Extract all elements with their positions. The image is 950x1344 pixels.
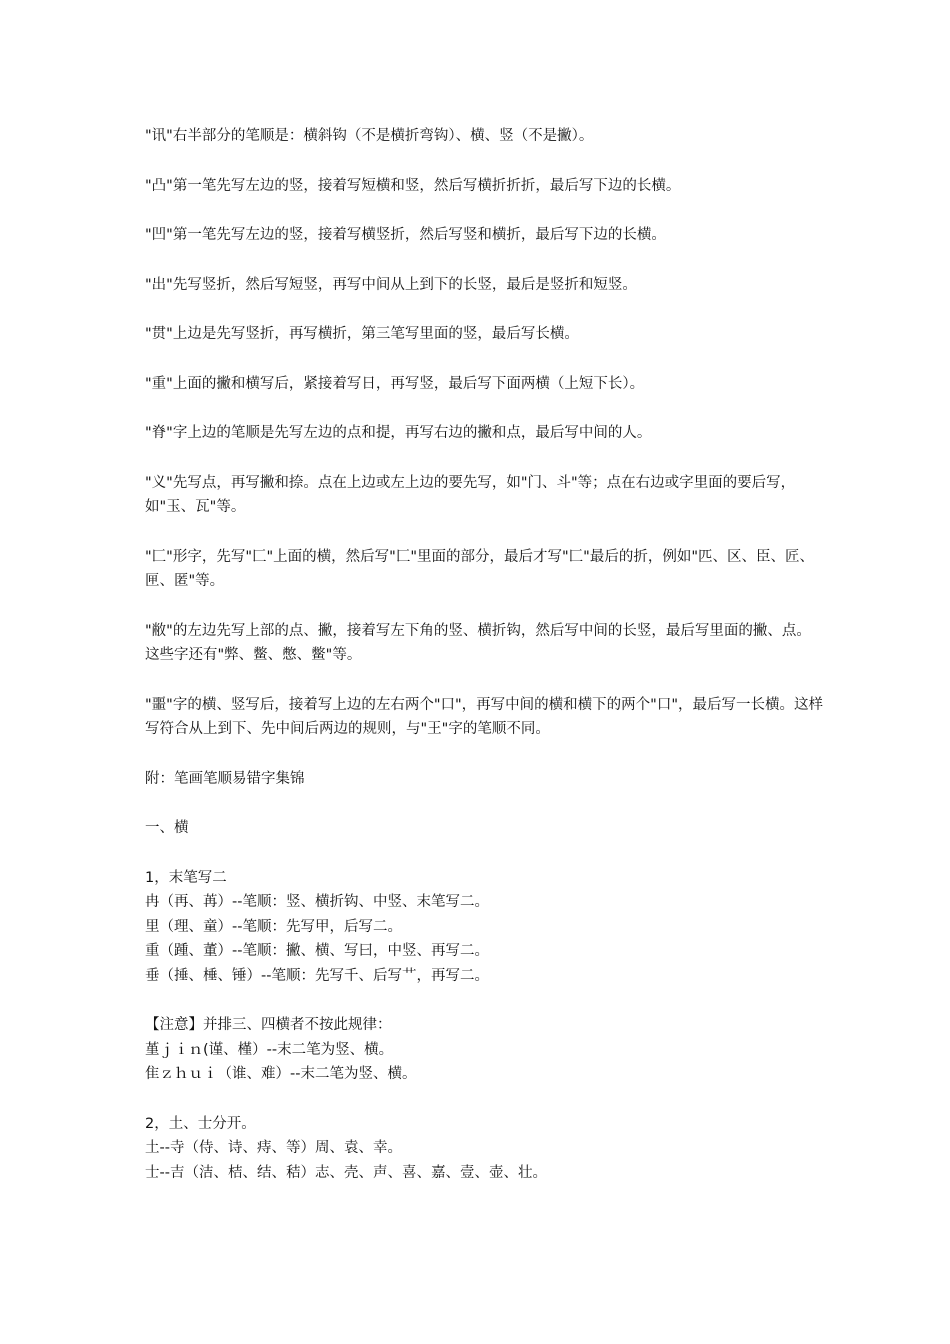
list-item: 里（理、童）--笔顺：先写甲，后写二。 <box>145 918 402 935</box>
section-heading-heng: 一、横 <box>145 820 189 836</box>
paragraph-ao: "凹"第一笔先写左边的竖，接着写横竖折，然后写竖和横折，最后写下边的长横。 <box>145 227 666 243</box>
paragraph-ji: "脊"字上边的笔顺是先写左边的点和提，再写右边的撇和点，最后写中间的人。 <box>145 425 652 441</box>
document-page <box>145 124 825 1210</box>
paragraph-tu: "凸"第一笔先写左边的竖，接着写短横和竖，然后写横折折折，最后写下边的长横。 <box>145 177 681 194</box>
paragraph-zhong: "重"上面的撇和横写后，紧接着写日，再写竖，最后写下面两横（上短下长）。 <box>145 375 645 392</box>
list-group-tu-shi <box>145 1112 825 1186</box>
list-item: 堇ｊｉｎ(谨、槿）--末二笔为竖、横。 <box>145 1041 394 1058</box>
list-group-last-stroke <box>145 866 825 989</box>
list-item: 【注意】并排三、四横者不按此规律： <box>145 1017 392 1033</box>
list-item: 重（踵、董）--笔顺：撇、横、写曰，中竖、再写二。 <box>145 943 489 959</box>
paragraph-guan: "贯"上边是先写竖折，再写横折，第三笔写里面的竖，最后写长横。 <box>145 326 579 342</box>
list-item: 垂（捶、棰、锤）--笔顺：先写千、后写艹，再写二。 <box>145 967 489 984</box>
list-item: 1，末笔写二 <box>145 869 227 886</box>
paragraph-e: "噩"字的横、竖写后，接着写上边的左右两个"口"，再写中间的横和横下的两个"口"，最后写一长横。这样写符合从上到下、先中间后两边的规则，与"王"字的笔顺不同。 <box>145 696 824 737</box>
list-group-note <box>145 1013 825 1087</box>
paragraph-xun: "讯"右半部分的笔顺是：横斜钩（不是横折弯钩）、横、竖（不是撇）。 <box>145 128 594 144</box>
list-item: 土--寺（侍、诗、痔、等）周、袁、幸。 <box>145 1140 402 1156</box>
paragraph-yi: "义"先写点，再写撇和捺。点在上边或左上边的要先写，如"门、斗"等；点在右边或字里面的要后写，如"玉、瓦"等。 <box>145 474 796 515</box>
appendix-title: 附：笔画笔顺易错字集锦 <box>145 770 305 787</box>
paragraph-fang: "匚"形字，先写"匚"上面的横，然后写"匚"里面的部分，最后才写"匚"最后的折，例如"匹、区、臣、匠、匣、匿"等。 <box>145 548 815 589</box>
list-item: 冉（再、苒）--笔顺：竖、横折钩、中竖、末笔写二。 <box>145 894 489 910</box>
list-item: 士--吉（洁、桔、结、秸）志、壳、声、喜、嘉、壹、壶、壮。 <box>145 1164 547 1181</box>
list-item: 2，土、士分开。 <box>145 1115 256 1132</box>
list-item: 隹ｚｈｕｉ（谁、难）--末二笔为竖、横。 <box>145 1066 417 1082</box>
paragraph-chu: "出"先写竖折，然后写短竖，再写中间从上到下的长竖，最后是竖折和短竖。 <box>145 276 637 293</box>
paragraph-bi: "敝"的左边先写上部的点、撇，接着写左下角的竖、横折钩，然后写中间的长竖，最后写里面的撇、点。这些字还有"弊、鳖、憋、鳖"等。 <box>145 622 811 663</box>
